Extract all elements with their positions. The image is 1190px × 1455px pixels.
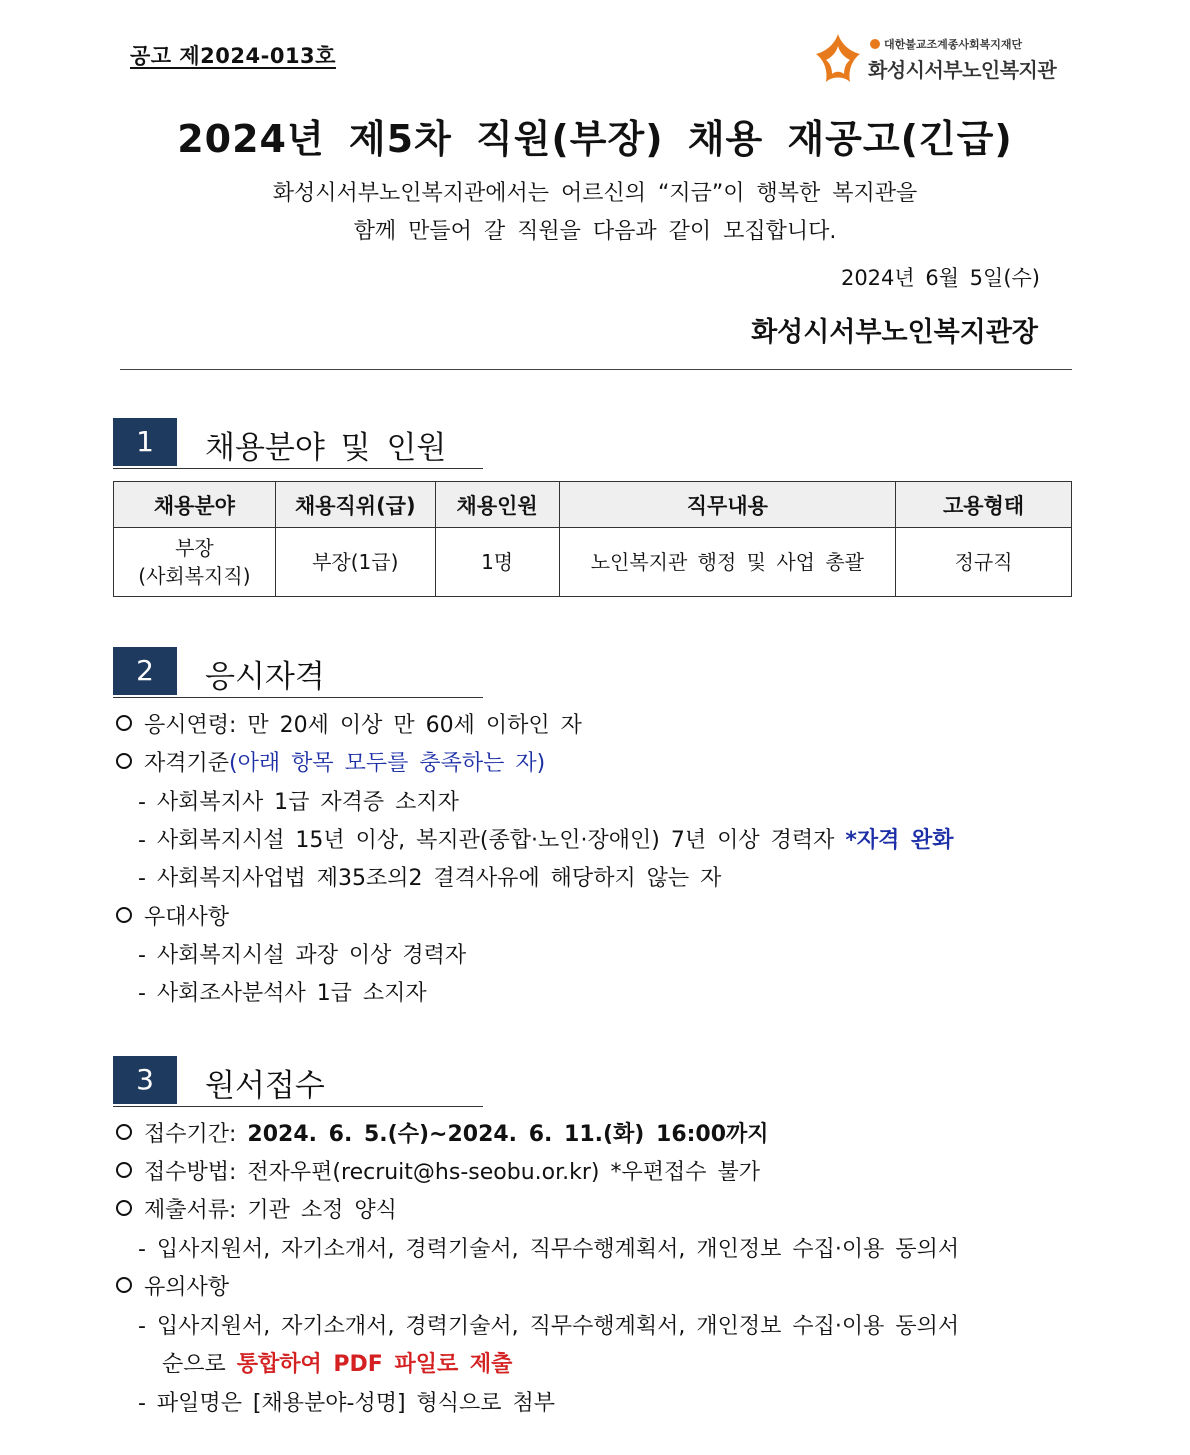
count-cell: 1명 (435, 528, 559, 597)
section-heading-positions (113, 418, 483, 469)
lotus-flame-logo-icon (812, 30, 864, 86)
positions-table (113, 481, 1072, 597)
circle-bullet-icon (116, 907, 132, 923)
criteria-item: - 사회복지사업법 제35조의2 결격사유에 해당하지 않는 자 (138, 866, 722, 891)
preference-heading: 우대사항 (116, 900, 229, 931)
table-header-cell: 채용직위(급) (275, 482, 435, 528)
preference-item: - 사회조사분석사 1급 소지자 (138, 981, 427, 1006)
notes-item-continuation: 순으로 통합하여 PDF 파일로 제출 (162, 1352, 513, 1377)
relaxed-criteria-note: *자격 완화 (845, 828, 954, 853)
section-heading-qualification (113, 647, 483, 698)
criteria-note: (아래 항목 모두를 충족하는 자) (229, 751, 546, 776)
intro-line-2: 함께 만들어 갈 직원을 다음과 같이 모집합니다. (353, 219, 837, 244)
duty-cell: 노인복지관 행정 및 사업 총괄 (559, 528, 896, 597)
application-period: 접수기간: 2024. 6. 5.(수)~2024. 6. 11.(화) 16:00까지 (116, 1117, 769, 1148)
section-label: 응시자격 (205, 659, 325, 695)
table-header-row (114, 482, 1072, 528)
position-cell: 부장(1급) (275, 528, 435, 597)
table-header-cell: 채용인원 (435, 482, 559, 528)
required-documents: 제출서류: 기관 소정 양식 (116, 1193, 397, 1224)
table-header-cell: 채용분야 (114, 482, 276, 528)
page-title: 2024년 제5차 직원(부장) 채용 재공고(긴급) (177, 117, 1013, 161)
section-label: 채용분야 및 인원 (205, 430, 447, 466)
circle-bullet-icon (116, 715, 132, 731)
application-method: 접수방법: 전자우편(recruit@hs-seobu.or.kr) *우편접수 불가 (116, 1155, 760, 1186)
documents-list: - 입사지원서, 자기소개서, 경력기술서, 직무수행계획서, 개인정보 수집·이용 동의서 (138, 1237, 960, 1262)
preference-item: - 사회복지시설 과장 이상 경력자 (138, 943, 467, 968)
criteria-item: - 사회복지사 1급 자격증 소지자 (138, 790, 459, 815)
header-divider (120, 369, 1072, 370)
circle-bullet-icon (116, 753, 132, 769)
field-line-2: (사회복지직) (138, 564, 251, 588)
criteria-item: - 사회복지시설 15년 이상, 복지관(종합·노인·장애인) 7년 이상 경력자 *자격 완화 (138, 828, 954, 853)
issuer-name: 화성시서부노인복지관장 (751, 317, 1038, 348)
field-line-1: 부장 (175, 536, 214, 560)
circle-bullet-icon (116, 1277, 132, 1293)
org-name: 화성시서부노인복지관 (868, 58, 1057, 82)
section-heading-application (113, 1056, 483, 1107)
table-header-cell: 고용형태 (896, 482, 1072, 528)
table-row (114, 528, 1072, 597)
section-label: 원서접수 (205, 1068, 325, 1104)
employment-cell: 정규직 (896, 528, 1072, 597)
org-parent-name: 대한불교조계종사회복지재단 (870, 36, 1022, 52)
section-number: 3 (113, 1056, 177, 1104)
criteria-heading: 자격기준(아래 항목 모두를 충족하는 자) (116, 746, 545, 777)
field-cell (114, 528, 276, 597)
circle-bullet-icon (116, 1124, 132, 1140)
notice-number: 공고 제2024-013호 (130, 44, 336, 68)
section-number: 2 (113, 647, 177, 695)
age-requirement: 응시연령: 만 20세 이상 만 60세 이하인 자 (116, 708, 582, 739)
buddhist-emblem-icon (870, 39, 880, 49)
intro-line-1: 화성시서부노인복지관에서는 어르신의 “지금”이 행복한 복지관을 (272, 181, 918, 206)
notes-item: - 파일명은 [채용분야-성명] 형식으로 첨부 (138, 1391, 556, 1416)
pdf-submission-highlight: 통합하여 PDF 파일로 제출 (236, 1352, 513, 1377)
circle-bullet-icon (116, 1200, 132, 1216)
notes-item: - 입사지원서, 자기소개서, 경력기술서, 직무수행계획서, 개인정보 수집·이용 동의서 (138, 1314, 960, 1339)
period-value: 2024. 6. 5.(수)~2024. 6. 11.(화) 16:00까지 (247, 1122, 769, 1147)
table-header-cell: 직무내용 (559, 482, 896, 528)
notice-date: 2024년 6월 5일(수) (840, 266, 1040, 290)
notes-heading: 유의사항 (116, 1270, 229, 1301)
section-number: 1 (113, 418, 177, 466)
organization-logo (812, 30, 1082, 88)
circle-bullet-icon (116, 1162, 132, 1178)
